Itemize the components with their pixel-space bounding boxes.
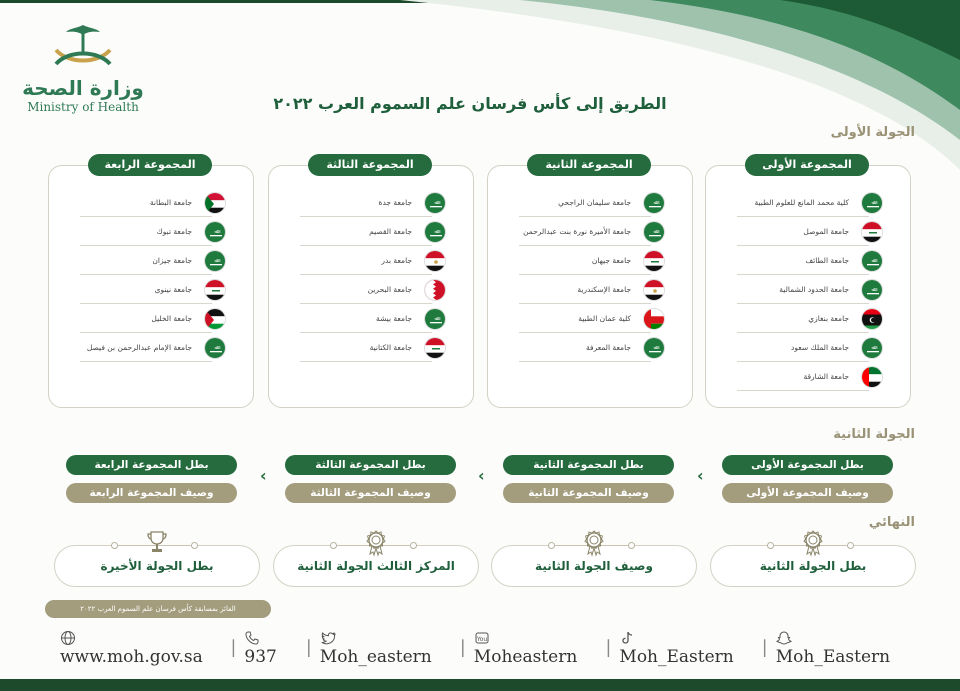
logo-arabic-text: وزارة الصحة bbox=[22, 76, 144, 100]
svg-text:ﷲ: ﷲ bbox=[871, 257, 875, 264]
team-name: جامعة نينوى bbox=[154, 285, 192, 294]
group-header-1: المجموعة الأولى bbox=[745, 154, 869, 176]
team-row bbox=[717, 275, 883, 304]
saudi-flag-icon bbox=[204, 337, 226, 359]
team-row bbox=[60, 304, 226, 333]
uae-flag-icon bbox=[861, 366, 883, 388]
iraq-flag-icon bbox=[424, 337, 446, 359]
twitter-group[interactable] bbox=[320, 627, 452, 667]
tiktok-group[interactable] bbox=[619, 627, 753, 667]
team-name: كلية عمان الطبية bbox=[578, 314, 631, 323]
saudi-flag-icon bbox=[643, 192, 665, 214]
phone-number[interactable]: 937 bbox=[244, 647, 277, 667]
team-row bbox=[280, 275, 446, 304]
round1-title: الجولة الأولى bbox=[830, 125, 915, 140]
round2-champion-pill: بطل المجموعة الأولى bbox=[722, 455, 893, 475]
team-name: كلية محمد المانع للعلوم الطبية bbox=[754, 198, 849, 207]
egypt-flag-icon bbox=[643, 279, 665, 301]
team-row bbox=[280, 333, 446, 362]
round2-runnerup-pill: وصيف المجموعة الأولى bbox=[722, 483, 893, 503]
chevron-left-icon: ‹ bbox=[697, 466, 704, 485]
team-row bbox=[280, 217, 446, 246]
connector-dot bbox=[548, 542, 555, 549]
team-row bbox=[60, 246, 226, 275]
iraq-flag-icon bbox=[643, 250, 665, 272]
globe-icon bbox=[60, 630, 76, 646]
palestine-flag-icon bbox=[204, 308, 226, 330]
team-name: جامعة الحدود الشمالية bbox=[779, 285, 849, 294]
medal-icon bbox=[579, 527, 609, 557]
connector-dot bbox=[767, 542, 774, 549]
team-row bbox=[717, 188, 883, 217]
decorative-swoosh bbox=[400, 0, 960, 170]
phone-group[interactable] bbox=[244, 627, 297, 667]
team-row bbox=[717, 246, 883, 275]
team-name: جامعة الطائف bbox=[805, 256, 849, 265]
team-row bbox=[499, 217, 665, 246]
svg-text:ﷲ: ﷲ bbox=[871, 286, 875, 293]
team-name: جامعة الأميرة نورة بنت عبدالرحمن bbox=[523, 227, 631, 236]
egypt-flag-icon bbox=[424, 250, 446, 272]
medal-icon bbox=[361, 527, 391, 557]
tiktok-icon bbox=[619, 630, 635, 646]
team-name: جامعة بنغازي bbox=[808, 314, 849, 323]
team-row bbox=[280, 246, 446, 275]
team-row bbox=[280, 304, 446, 333]
snapchat-group[interactable] bbox=[776, 627, 910, 667]
saudi-flag-icon bbox=[643, 221, 665, 243]
libya-flag-icon bbox=[861, 308, 883, 330]
svg-text:ﷲ: ﷲ bbox=[214, 257, 218, 264]
team-row bbox=[60, 333, 226, 362]
youtube-icon bbox=[474, 630, 490, 646]
saudi-flag-icon bbox=[424, 221, 446, 243]
youtube-handle[interactable]: Moheastern bbox=[473, 647, 578, 667]
round2-title: الجولة الثانية bbox=[833, 427, 915, 442]
logo-english-text: Ministry of Health bbox=[27, 100, 139, 114]
svg-text:You: You bbox=[476, 635, 487, 643]
round2-runnerup-pill: وصيف المجموعة الثانية bbox=[503, 483, 674, 503]
team-row bbox=[60, 275, 226, 304]
team-row bbox=[499, 304, 665, 333]
round2-runnerup-pill: وصيف المجموعة الرابعة bbox=[66, 483, 237, 503]
final-box-1: بطل الجولة الثانية bbox=[710, 545, 916, 587]
saudi-flag-icon bbox=[204, 221, 226, 243]
saudi-flag-icon bbox=[643, 337, 665, 359]
team-row bbox=[717, 333, 883, 362]
row-divider bbox=[519, 361, 651, 362]
saudi-flag-icon bbox=[861, 279, 883, 301]
connector-dot bbox=[191, 542, 198, 549]
team-row bbox=[499, 188, 665, 217]
separator: | bbox=[305, 636, 312, 658]
svg-text:ﷲ: ﷲ bbox=[434, 199, 438, 206]
team-name: جامعة سليمان الراجحي bbox=[558, 198, 631, 207]
svg-text:ﷲ: ﷲ bbox=[434, 315, 438, 322]
team-name: جامعة الكتانية bbox=[369, 343, 412, 352]
saudi-flag-icon bbox=[424, 192, 446, 214]
team-name: جامعة بدر bbox=[381, 256, 412, 265]
chevron-left-icon: ‹ bbox=[260, 466, 267, 485]
svg-text:ﷲ: ﷲ bbox=[871, 344, 875, 351]
connector-dot bbox=[847, 542, 854, 549]
svg-text:ﷲ: ﷲ bbox=[871, 199, 875, 206]
team-name: جامعة القصيم bbox=[369, 227, 412, 236]
trophy-icon bbox=[142, 527, 172, 557]
team-row bbox=[280, 188, 446, 217]
team-name: جامعة البطانة bbox=[149, 198, 192, 207]
website-link-group[interactable] bbox=[60, 627, 222, 667]
team-name: جامعة جدة bbox=[378, 198, 412, 207]
team-name: جامعة الشارقة bbox=[803, 372, 849, 381]
team-name: جامعة الخليل bbox=[151, 314, 192, 323]
saudi-flag-icon bbox=[424, 308, 446, 330]
svg-text:ﷲ: ﷲ bbox=[434, 228, 438, 235]
connector-dot bbox=[111, 542, 118, 549]
saudi-flag-icon bbox=[861, 337, 883, 359]
svg-text:ﷲ: ﷲ bbox=[653, 344, 657, 351]
team-name: جامعة تبوك bbox=[156, 227, 192, 236]
final-title: النهائي bbox=[868, 515, 915, 530]
saudi-flag-icon bbox=[204, 250, 226, 272]
team-name: جامعة الإمام عبدالرحمن بن فيصل bbox=[86, 343, 192, 352]
bahrain-flag-icon bbox=[424, 279, 446, 301]
page-title: الطريق إلى كأس فرسان علم السموم العرب ٢٠٢٢ bbox=[273, 94, 667, 113]
team-row bbox=[717, 362, 883, 391]
round2-runnerup-pill: وصيف المجموعة الثالثة bbox=[285, 483, 456, 503]
row-divider bbox=[300, 361, 432, 362]
twitter-handle[interactable]: Moh_eastern bbox=[319, 647, 432, 667]
row-divider bbox=[80, 361, 212, 362]
team-name: جامعة الإسكندرية bbox=[577, 285, 631, 294]
snapchat-handle[interactable]: Moh_Eastern bbox=[775, 647, 891, 667]
chevron-left-icon: ‹ bbox=[478, 466, 485, 485]
phone-icon bbox=[244, 630, 260, 646]
team-name: جامعة البحرين bbox=[367, 285, 412, 294]
svg-text:ﷲ: ﷲ bbox=[214, 228, 218, 235]
final-box-4: بطل الجولة الأخيرة bbox=[54, 545, 260, 587]
website-link[interactable]: www.moh.gov.sa bbox=[60, 647, 203, 667]
sudan-flag-icon bbox=[204, 192, 226, 214]
team-row bbox=[499, 275, 665, 304]
separator: | bbox=[605, 636, 612, 658]
round2-champion-pill: بطل المجموعة الرابعة bbox=[66, 455, 237, 475]
twitter-icon bbox=[320, 630, 336, 646]
round2-champion-pill: بطل المجموعة الثالثة bbox=[285, 455, 456, 475]
team-name: جامعة الملك سعود bbox=[791, 343, 849, 352]
separator: | bbox=[761, 636, 768, 658]
team-name: جامعة جيهان bbox=[591, 256, 631, 265]
team-name: جامعة الموصل bbox=[803, 227, 849, 236]
team-row bbox=[499, 246, 665, 275]
footer-contacts bbox=[60, 634, 910, 667]
team-row bbox=[60, 188, 226, 217]
saudi-flag-icon bbox=[861, 250, 883, 272]
oman-flag-icon bbox=[643, 308, 665, 330]
group-header-4: المجموعة الرابعة bbox=[88, 154, 212, 176]
separator: | bbox=[459, 636, 466, 658]
team-name: جامعة بيشة bbox=[375, 314, 412, 323]
iraq-flag-icon bbox=[204, 279, 226, 301]
team-row bbox=[60, 217, 226, 246]
iraq-flag-icon bbox=[861, 221, 883, 243]
medal-icon bbox=[798, 527, 828, 557]
group-header-3: المجموعة الثالثة bbox=[308, 154, 432, 176]
group-header-2: المجموعة الثانية bbox=[527, 154, 651, 176]
round2-champion-pill: بطل المجموعة الثانية bbox=[503, 455, 674, 475]
final-box-3: المركز الثالث الجولة الثانية bbox=[273, 545, 479, 587]
winner-note: الفائز بمسابقة كأس فرسان علم السموم العرب ٢٠٢٢ bbox=[45, 600, 271, 618]
team-row bbox=[717, 304, 883, 333]
palm-swords-icon bbox=[48, 20, 118, 70]
team-name: جامعة المعرفة bbox=[585, 343, 631, 352]
team-row bbox=[717, 217, 883, 246]
bottom-border bbox=[0, 679, 960, 691]
tiktok-handle[interactable]: Moh_Eastern bbox=[619, 647, 734, 667]
team-row bbox=[499, 333, 665, 362]
snapchat-icon bbox=[776, 630, 792, 646]
connector-dot bbox=[410, 542, 417, 549]
saudi-flag-icon bbox=[861, 192, 883, 214]
youtube-group[interactable] bbox=[474, 627, 598, 667]
svg-text:ﷲ: ﷲ bbox=[214, 344, 218, 351]
svg-text:ﷲ: ﷲ bbox=[653, 199, 657, 206]
connector-dot bbox=[330, 542, 337, 549]
moh-logo bbox=[18, 20, 148, 120]
separator: | bbox=[230, 636, 237, 658]
team-name: جامعة جيزان bbox=[152, 256, 192, 265]
row-divider bbox=[737, 390, 869, 391]
final-box-2: وصيف الجولة الثانية bbox=[491, 545, 697, 587]
connector-dot bbox=[628, 542, 635, 549]
svg-text:ﷲ: ﷲ bbox=[653, 228, 657, 235]
